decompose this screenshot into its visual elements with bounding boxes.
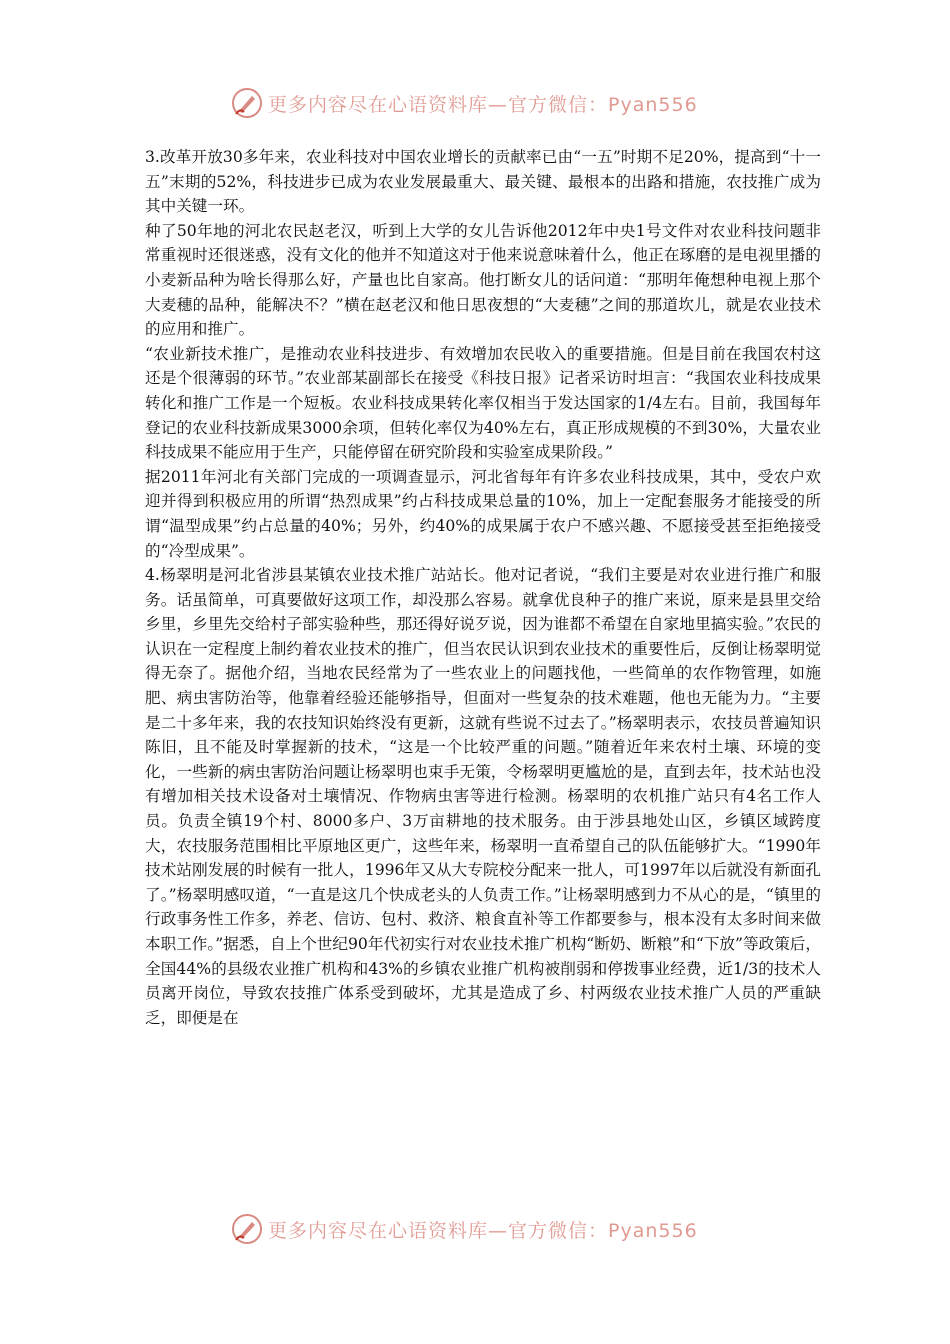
watermark-text: 更多内容尽在心语资料库—官方微信：Pyan556: [268, 1219, 698, 1242]
watermark-banner-bottom: [230, 1211, 750, 1247]
pen-logo-icon: [230, 1212, 264, 1246]
watermark-banner-top: [230, 85, 750, 121]
paragraph-3: “农业新技术推广，是推动农业科技进步、有效增加农民收入的重要措施。但是目前在我国农村这还是个很薄弱的环节。”农业部某副部长在接受《科技日报》记者采访时坦言：“我国农业科技成果转化和推广工作是一个短板。农业科技成果转化率仅相当于发达国家的1/4左右。目前，我国每年登记的农业科技新成果3000余项，但转化率仅为40%左右，真正形成规模的不到30%，大量农业科技成果不能应用于生产，只能停留在研究阶段和实验室成果阶段。”: [145, 344, 821, 462]
paragraph-4: 据2011年河北有关部门完成的一项调查显示，河北省每年有许多农业科技成果，其中，受农户欢迎并得到积极应用的所谓“热烈成果”约占科技成果总量的10%，加上一定配套服务才能接受的所谓“温型成果”约占总量的40%；另外，约40%的成果属于农户不感兴趣、不愿接受甚至拒绝接受的“冷型成果”。: [145, 467, 821, 560]
paragraph-1: 3.改革开放30多年来，农业科技对中国农业增长的贡献率已由“一五”时期不足20%，提高到“十一五”末期的52%，科技进步已成为农业发展最重大、最关键、最根本的出路和措施，农技推广成为其中关键一环。: [145, 148, 821, 216]
document-body: [145, 145, 821, 1030]
paragraph-5: 4.杨翠明是河北省涉县某镇农业技术推广站站长。他对记者说，“我们主要是对农业进行推广和服务。话虽简单，可真要做好这项工作，却没那么容易。就拿优良种子的推广来说，原来是县里交给乡里，乡里先交给村子部实验种些，那还得好说歹说，因为谁都不希望在自家地里搞实验。”农民的认识在一定程度上制约着农业技术的推广，但当农民认识到农业技术的重要性后，反倒让杨翠明觉得无奈了。据他介绍，当地农民经常为了一些农业上的问题找他，一些简单的农作物管理，如施肥、病虫害防治等，他靠着经验还能够指导，但面对一些复杂的技术难题，他也无能为力。“主要是二十多年来，我的农技知识始终没有更新，这就有些说不过去了。”杨翠明表示，农技员普遍知识陈旧，且不能及时掌握新的技术，“这是一个比较严重的问题。”随着近年来农村土壤、环境的变化，一些新的病虫害防治问题让杨翠明也束手无策，令杨翠明更尴尬的是，直到去年，技术站也没有增加相关技术设备对土壤情况、作物病虫害等进行检测。杨翠明的农机推广站只有4名工作人员。负责全镇19个村、8000多户、3万亩耕地的技术服务。由于涉县地处山区，乡镇区域跨度大，农技服务范围相比平原地区更广，这些年来，杨翠明一直希望自己的队伍能够扩大。“1990年技术站刚发展的时候有一批人，1996年又从大专院校分配来一批人，可1997年以后就没有新面孔了。”杨翠明感叹道，“一直是这几个快成老头的人负责工作。”让杨翠明感到力不从心的是，“镇里的行政事务性工作多，养老、信访、包村、救济、粮食直补等工作都要参与，根本没有太多时间来做本职工作。”据悉，自上个世纪90年代初实行对农业技术推广机构“断奶、断粮”和“下放”等政策后，全国44%的县级农业推广机构和43%的乡镇农业推广机构被削弱和停拨事业经费，近1/3的技术人员离开岗位，导致农技推广体系受到破坏，尤其是造成了乡、村两级农业技术推广人员的严重缺乏，即便是在: [145, 566, 821, 1027]
paragraph-2: 种了50年地的河北农民赵老汉，听到上大学的女儿告诉他2012年中央1号文件对农业科技问题非常重视时还很迷惑，没有文化的他并不知道这对于他来说意味着什么，他正在琢磨的是电视里播的小麦新品种为啥长得那么好，产量也比自家高。他打断女儿的话问道：“那明年俺想种电视上那个大麦穗的品种，能解决不？”横在赵老汉和他日思夜想的“大麦穗”之间的那道坎儿，就是农业技术的应用和推广。: [145, 221, 821, 339]
watermark-text: 更多内容尽在心语资料库—官方微信：Pyan556: [268, 93, 698, 116]
pen-logo-icon: [230, 86, 264, 120]
